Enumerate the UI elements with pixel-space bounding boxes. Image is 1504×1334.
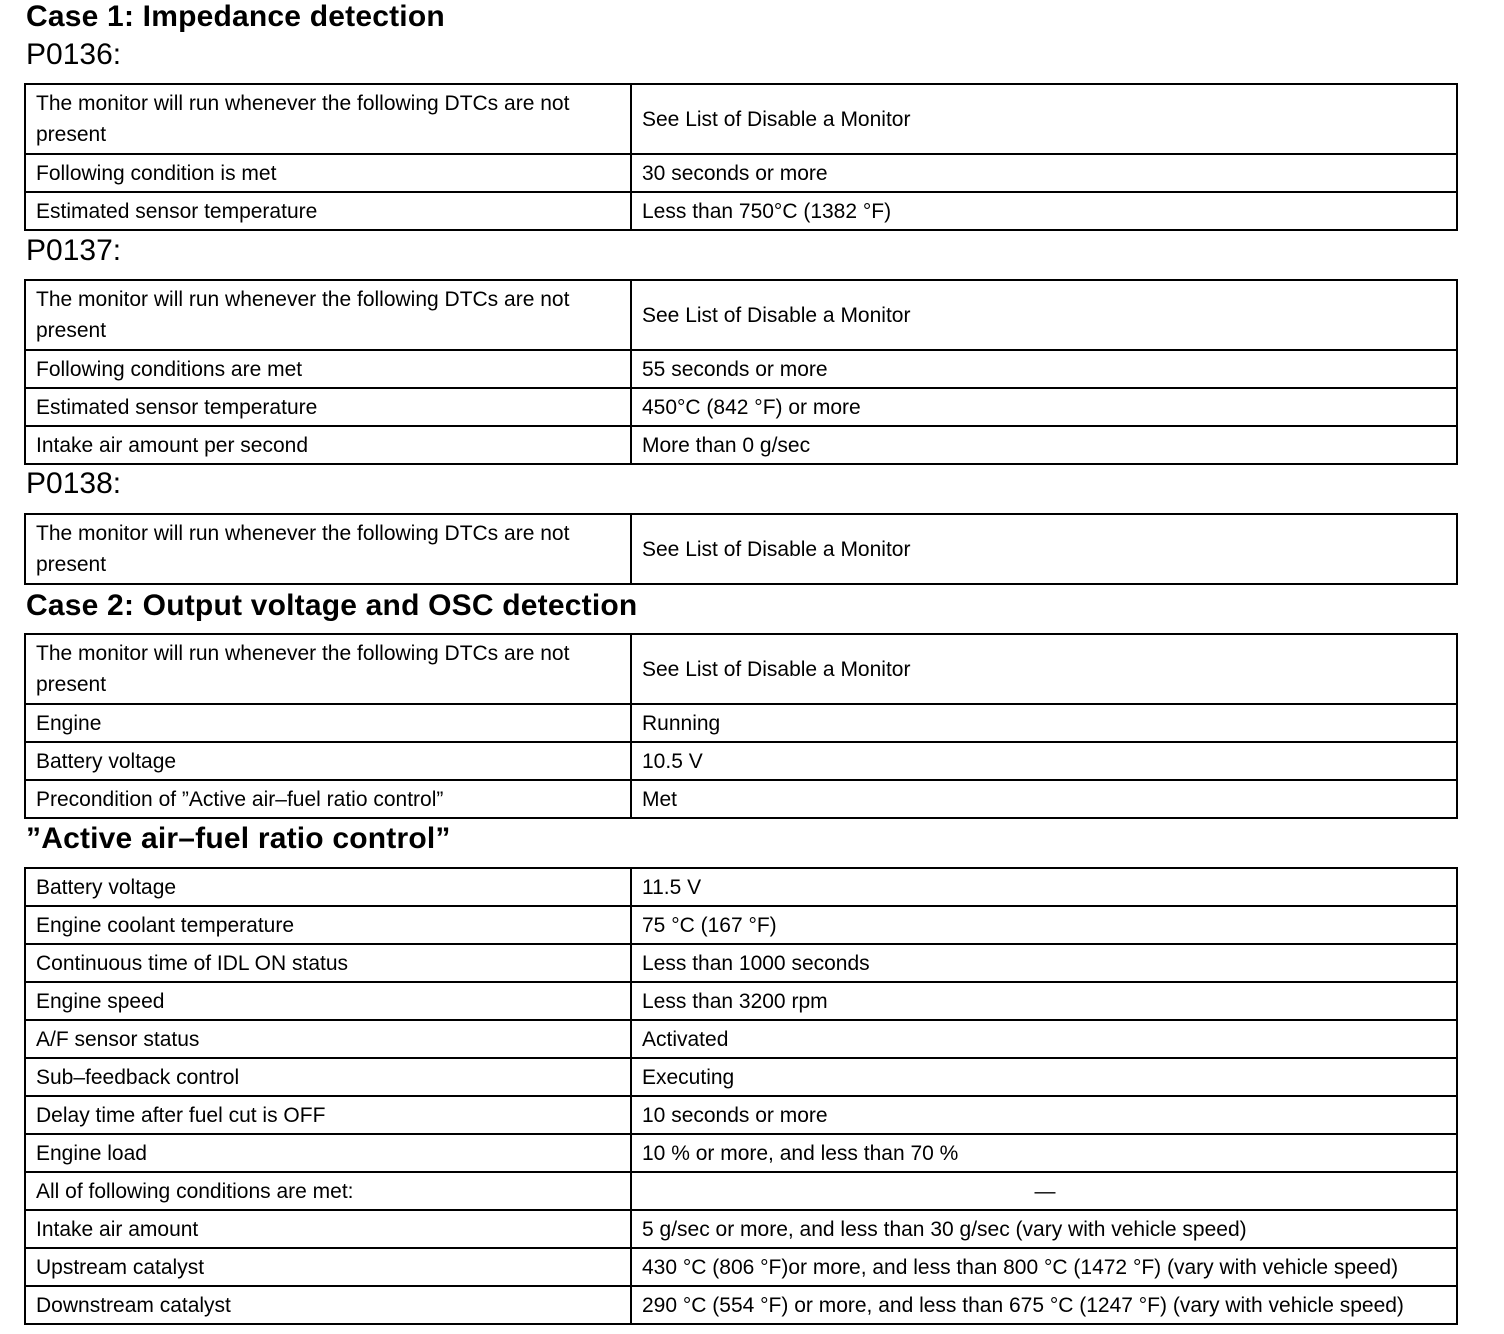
table-row [25, 1134, 1457, 1172]
condition-label: The monitor will run whenever the following DTCs are not present [25, 634, 631, 704]
active-control-table [24, 867, 1458, 1325]
condition-label: Following condition is met [25, 154, 631, 192]
condition-value: See List of Disable a Monitor [631, 514, 1457, 584]
table-row [25, 1248, 1457, 1286]
table-row [25, 704, 1457, 742]
condition-label: Engine load [25, 1134, 631, 1172]
condition-value: Activated [631, 1020, 1457, 1058]
condition-label: The monitor will run whenever the following DTCs are not present [25, 280, 631, 350]
condition-label: Estimated sensor temperature [25, 388, 631, 426]
table-row [25, 780, 1457, 818]
p0137-heading: P0137: [26, 234, 122, 267]
table-row [25, 1286, 1457, 1324]
condition-value: Running [631, 704, 1457, 742]
p0138-table [24, 513, 1458, 585]
condition-label: Continuous time of IDL ON status [25, 944, 631, 982]
condition-label: Upstream catalyst [25, 1248, 631, 1286]
condition-label: Following conditions are met [25, 350, 631, 388]
p0136-heading: P0136: [26, 38, 122, 71]
p0137-table [24, 279, 1458, 465]
condition-label: Estimated sensor temperature [25, 192, 631, 230]
case2-heading: Case 2: Output voltage and OSC detection [26, 589, 638, 622]
case2-table [24, 633, 1458, 819]
table-row [25, 350, 1457, 388]
condition-value: See List of Disable a Monitor [631, 84, 1457, 154]
condition-label: The monitor will run whenever the following DTCs are not present [25, 514, 631, 584]
table-row [25, 868, 1457, 906]
condition-value: 10.5 V [631, 742, 1457, 780]
condition-value: 5 g/sec or more, and less than 30 g/sec (vary with vehicle speed) [631, 1210, 1457, 1248]
condition-value: See List of Disable a Monitor [631, 634, 1457, 704]
table-row [25, 906, 1457, 944]
condition-value: 55 seconds or more [631, 350, 1457, 388]
condition-value: Less than 3200 rpm [631, 982, 1457, 1020]
condition-value: Executing [631, 1058, 1457, 1096]
condition-label: Intake air amount per second [25, 426, 631, 464]
table-row [25, 426, 1457, 464]
table-row [25, 192, 1457, 230]
condition-label: The monitor will run whenever the following DTCs are not present [25, 84, 631, 154]
active-control-heading: ”Active air–fuel ratio control” [26, 822, 451, 855]
condition-label: Sub–feedback control [25, 1058, 631, 1096]
condition-value: Met [631, 780, 1457, 818]
table-row [25, 742, 1457, 780]
condition-label: Engine speed [25, 982, 631, 1020]
table-row [25, 982, 1457, 1020]
table-row [25, 1210, 1457, 1248]
condition-value: Less than 1000 seconds [631, 944, 1457, 982]
table-row [25, 84, 1457, 154]
condition-value: Less than 750°C (1382 °F) [631, 192, 1457, 230]
table-row [25, 388, 1457, 426]
table-row [25, 1172, 1457, 1210]
table-row [25, 154, 1457, 192]
condition-label: A/F sensor status [25, 1020, 631, 1058]
condition-label: All of following conditions are met: [25, 1172, 631, 1210]
condition-label: Downstream catalyst [25, 1286, 631, 1324]
table-row [25, 1020, 1457, 1058]
condition-value: 75 °C (167 °F) [631, 906, 1457, 944]
condition-value: 290 °C (554 °F) or more, and less than 675 °C (1247 °F) (vary with vehicle speed) [631, 1286, 1457, 1324]
table-row [25, 634, 1457, 704]
condition-value: 430 °C (806 °F)or more, and less than 800 °C (1472 °F) (vary with vehicle speed) [631, 1248, 1457, 1286]
condition-value: 11.5 V [631, 868, 1457, 906]
condition-label: Intake air amount [25, 1210, 631, 1248]
table-row [25, 944, 1457, 982]
condition-label: Battery voltage [25, 868, 631, 906]
condition-value: More than 0 g/sec [631, 426, 1457, 464]
condition-label: Engine coolant temperature [25, 906, 631, 944]
table-row [25, 514, 1457, 584]
table-row [25, 280, 1457, 350]
condition-value: 30 seconds or more [631, 154, 1457, 192]
condition-value: 10 % or more, and less than 70 % [631, 1134, 1457, 1172]
condition-label: Delay time after fuel cut is OFF [25, 1096, 631, 1134]
case1-heading: Case 1: Impedance detection [26, 0, 445, 33]
condition-value: — [631, 1172, 1457, 1210]
table-row [25, 1096, 1457, 1134]
condition-label: Battery voltage [25, 742, 631, 780]
condition-value: 10 seconds or more [631, 1096, 1457, 1134]
table-row [25, 1058, 1457, 1096]
p0136-table [24, 83, 1458, 231]
condition-value: See List of Disable a Monitor [631, 280, 1457, 350]
condition-label: Precondition of ”Active air–fuel ratio control” [25, 780, 631, 818]
condition-label: Engine [25, 704, 631, 742]
p0138-heading: P0138: [26, 467, 122, 500]
condition-value: 450°C (842 °F) or more [631, 388, 1457, 426]
